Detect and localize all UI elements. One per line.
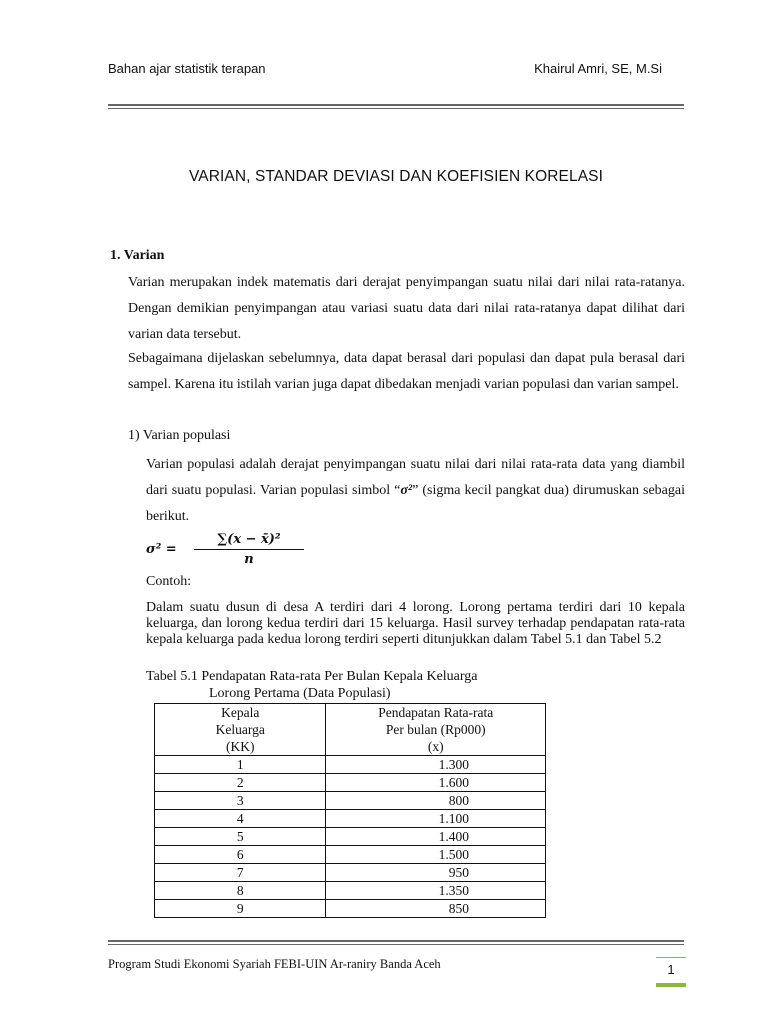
cell-income: 800 [326,792,546,810]
cell-kk: 8 [155,882,326,900]
footer-text: Program Studi Ekonomi Syariah FEBI-UIN Ar-raniry Banda Aceh [108,957,441,971]
example-text: Dalam suatu dusun di desa A terdiri dari 4 lorong. Lorong pertama terdiri dari 10 kepala keluarga, dan lorong kedua terdiri dari 15 keluarga. Hasil survey terhadap pendapatan rata-rata kepala keluarga pada kedua lorong terdiri seperti ditunjukkan dalam Tabel 5.1 dan Tabel 5.2 [146,600,685,647]
section-para-1: Varian merupakan indek matematis dari derajat penyimpangan suatu nilai dari nilai rata-ratanya. Dengan demikian penyimpangan atau variasi suatu data dari nilai rata-ratanya dapat dilihat dari varian data tersebut. [128,275,685,342]
table-row [155,810,546,828]
formula-numerator: ∑(x − x̄)² [194,532,304,550]
income-table [154,703,546,918]
cell-kk: 4 [155,810,326,828]
cell-kk: 9 [155,900,326,918]
formula-lhs: σ² = [146,542,177,557]
col-header-kk: Kepala Keluarga (KK) [155,704,326,756]
cell-income: 850 [326,900,546,918]
page-number: 1 [667,962,675,977]
col-header-income: Pendapatan Rata-rata Per bulan (Rp000) (x) [326,704,546,756]
formula-fraction [194,532,304,567]
section-heading: 1. Varian [110,248,165,263]
page-number-accent-bar [656,983,686,987]
table-row [155,882,546,900]
sigma-symbol: σ² [400,483,413,498]
cell-kk: 2 [155,774,326,792]
cell-income: 1.400 [326,828,546,846]
table-header-row [155,704,546,756]
cell-kk: 7 [155,864,326,882]
subsection-para-after: ” (sigma kecil pangkat dua) dirumuskan sebagai berikut. [146,483,685,524]
subsection-para [146,452,685,530]
cell-income: 1.350 [326,882,546,900]
example-label: Contoh: [146,574,192,589]
cell-income: 1.500 [326,846,546,864]
table-row [155,756,546,774]
header-rule-thin [108,108,684,109]
table-caption-line1: Tabel 5.1 Pendapatan Rata-rata Per Bulan Kepala Keluarga [146,669,478,684]
table-row [155,900,546,918]
subsection-heading: 1) Varian populasi [128,428,231,443]
page-title: VARIAN, STANDAR DEVIASI DAN KOEFISIEN KORELASI [188,168,603,185]
formula-denominator: n [244,552,254,567]
footer-rule [108,940,684,942]
cell-income: 1.600 [326,774,546,792]
table-row [155,828,546,846]
cell-income: 1.300 [326,756,546,774]
table-row [155,792,546,810]
cell-kk: 1 [155,756,326,774]
footer-rule-thin [108,944,684,945]
table-caption-line2: Lorong Pertama (Data Populasi) [209,686,391,701]
table-row [155,846,546,864]
page-number-top-line [656,957,686,958]
cell-kk: 6 [155,846,326,864]
section-para-2: Sebagaimana dijelaskan sebelumnya, data dapat berasal dari populasi dan dapat pula berasal dari sampel. Karena itu istilah varian juga dapat dibedakan menjadi varian populasi dan varian sampel. [128,351,685,392]
cell-income: 1.100 [326,810,546,828]
cell-kk: 5 [155,828,326,846]
cell-income: 950 [326,864,546,882]
header-right: Khairul Amri, SE, M.Si [534,61,662,76]
table-row [155,864,546,882]
cell-kk: 3 [155,792,326,810]
header-left: Bahan ajar statistik terapan [108,61,266,76]
header-rule [108,104,684,106]
table-row [155,774,546,792]
subsection-para-before: Varian populasi adalah derajat penyimpangan suatu nilai dari nilai rata-rata data yang diambil dari suatu populasi. Varian populasi simbol “ [146,457,685,498]
